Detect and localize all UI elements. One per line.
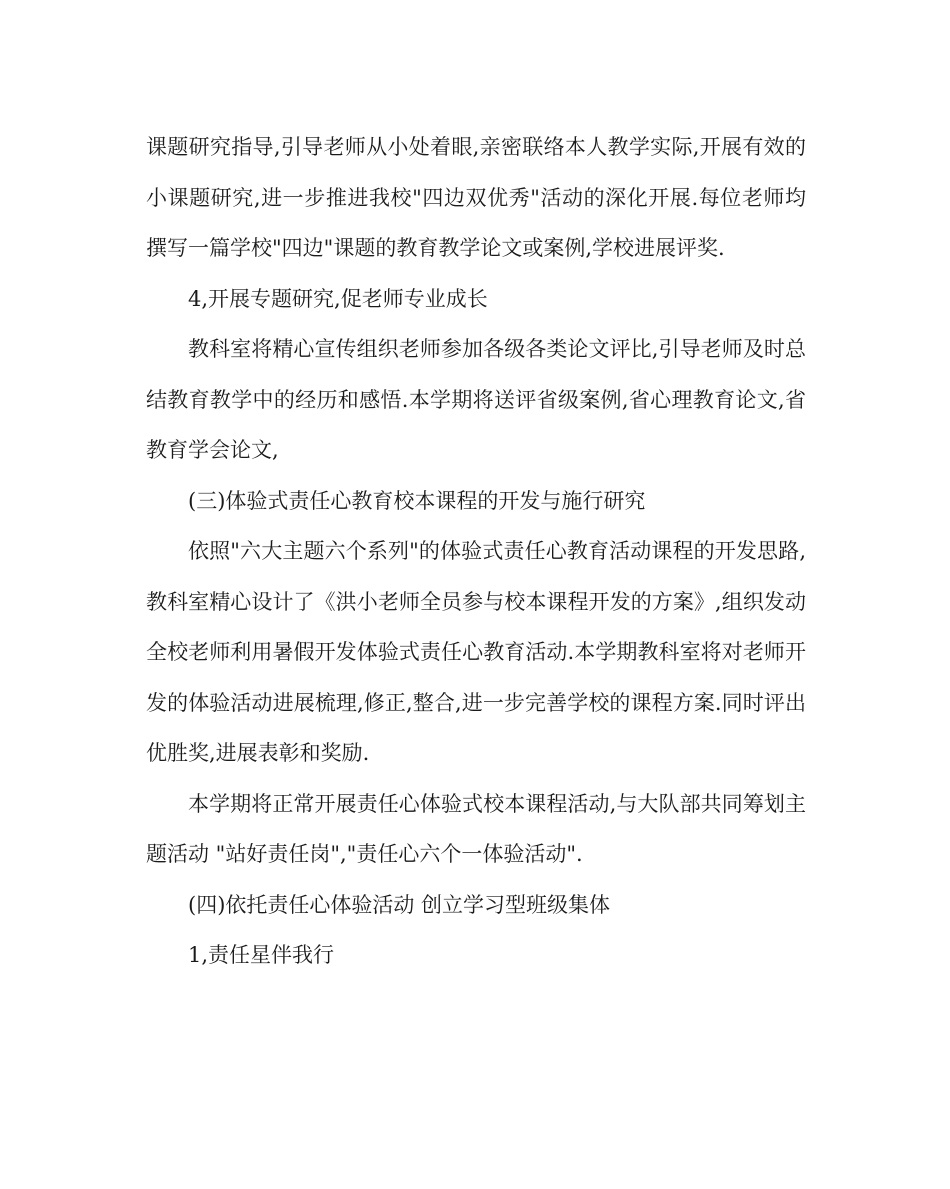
paragraph-heading-4: 4,开展专题研究,促老师专业成长 <box>188 286 488 311</box>
section-heading-3: (三)体验式责任心教育校本课程的开发与施行研究 <box>188 488 646 513</box>
paragraph-continuation: 课题研究指导,引导老师从小处着眼,亲密联络本人教学实际,开展有效的小课题研究,进一步推进我校"四边双优秀"活动的深化开展.每位老师均撰写一篇学校"四边"课题的教育教学论文或案例,学校进展评奖. <box>146 135 806 260</box>
paragraph-body: 教科室将精心宣传组织老师参加各级各类论文评比,引导老师及时总结教育教学中的经历和感悟.本学期将送评省级案例,省心理教育论文,省教育学会论文, <box>146 337 806 462</box>
section-heading-4: (四)依托责任心体验活动 创立学习型班级集体 <box>188 892 611 917</box>
paragraph-heading-1: 1,责任星伴我行 <box>188 943 335 967</box>
paragraph-body: 本学期将正常开展责任心体验式校本课程活动,与大队部共同筹划主题活动 "站好责任岗","责任心六个一体验活动". <box>146 791 806 866</box>
document-body <box>146 122 806 981</box>
paragraph-body: 依照"六大主题六个系列"的体验式责任心教育活动课程的开发思路,教科室精心设计了《洪小老师全员参与校本课程开发的方案》,组织发动全校老师利用暑假开发体验式责任心教育活动.本学期教科室将对老师开发的体验活动进展梳理,修正,整合,进一步完善学校的课程方案.同时评出优胜奖,进展表彰和奖励. <box>146 539 806 765</box>
